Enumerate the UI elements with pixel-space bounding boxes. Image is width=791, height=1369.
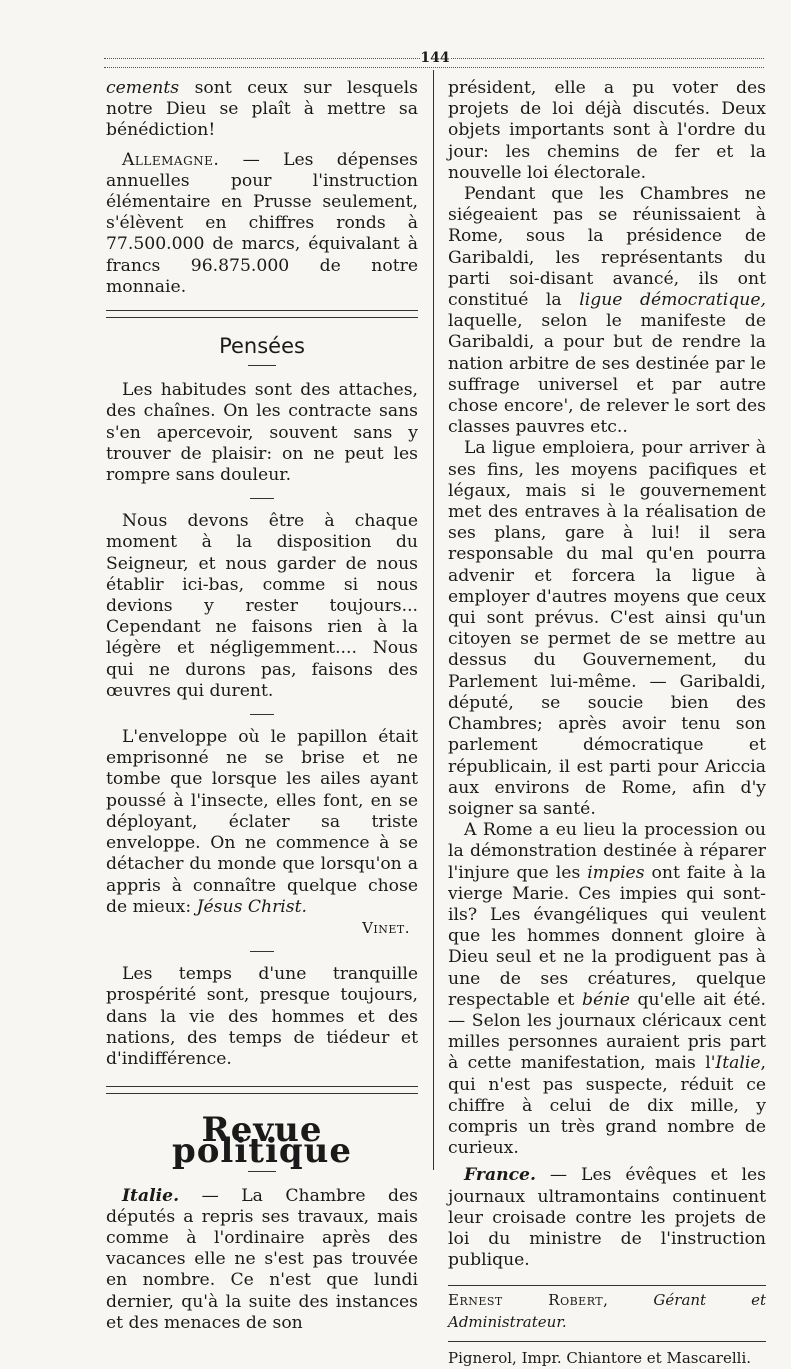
italie-text: — La Chambre des députés a repris ses travaux, mais comme à l'ordinaire après des vacances elle ne s'est pas trouvée en nombre. Ce n'est que lundi dernier, qu'à la suite des instances et des menaces de son <box>106 1185 418 1333</box>
italie-label: Italie. <box>122 1185 180 1206</box>
right-p4-d: , qui n'est pas suspecte, réduit ce chiffre à celui de dix mille, y compris un très grand nombre de curieux. <box>448 1053 766 1159</box>
column-divider <box>433 70 434 1170</box>
imprint-line: Pignerol, Impr. Chiantore et Mascarelli. <box>448 1348 752 1367</box>
gerant-role: Gérant et Administrateur. <box>448 1291 766 1331</box>
pensee-rule <box>250 951 274 952</box>
footer-rule <box>448 1341 766 1342</box>
pensee-3 <box>106 727 418 918</box>
section-separator <box>106 310 418 318</box>
france-text: — Les évêques et les journaux ultramontains continuent leur croisade contre les projets de loi du ministre de l'instruction publique. <box>448 1165 766 1271</box>
right-p2-italic: ligue démocratique, <box>579 290 766 311</box>
pensee-4: Les temps d'une tranquille prospérité sont, presque toujours, dans la vie des hommes et des nations, des temps de tiédeur et d'indifférence. <box>106 964 418 1069</box>
right-column <box>448 78 766 1369</box>
pensee-1: Les habitudes sont des attaches, des chaînes. On les contracte sans s'en apercevoir, souvent sans y trouver de plaisir: on ne peut les rompre sans douleur. <box>106 380 418 486</box>
pensee-2: Nous devons être à chaque moment à la disposition du Seigneur, et nous garder de nous établir ici-bas, comme si nous devions y rester toujours... Cependant ne faisons rien à la légère et négligemment.... Nous qui ne durons pas, faisons des œuvres qui durent. <box>106 511 418 701</box>
left-column <box>106 78 418 1334</box>
right-paragraph-1: président, elle a pu voter des projets de loi déjà discutés. Deux objets importants sont à l'ordre du jour: les chemins de fer et la nouvelle loi électorale. <box>448 78 766 183</box>
allemagne-text: — Les dépenses annuelles pour l'instruction élémentaire en Prusse seulement, s'élèvent en chiffres ronds à 77.500.000 de marcs, équivalant à francs 96.875.000 de notre monnaie. <box>106 149 418 297</box>
right-p4-italic-3: Italie <box>715 1053 761 1074</box>
right-p4-a: A Rome a eu lieu la procession ou la démonstration destinée à réparer l'injure que les <box>448 820 766 883</box>
pensees-title: Pensées <box>219 334 305 359</box>
right-paragraph-3: La ligue emploiera, pour arriver à ses fins, les moyens pacifiques et légaux, mais si le gouvernement met des entraves à la réalisation de ses plans, gare à lui! il sera responsable du mal qu'en pourra advenir et forcera la ligue à employer d'autres moyens que ceux qui sont prévus. C'est ainsi qu'un citoyen se permet de se mettre au dessus du Gouvernement, du Parlement lui-même. — Garibaldi, député, se soucie bien des Chambres; après avoir tenu son parlement démocratique et républicain, il est parti pour Ariccia aux environs de Rome, afin d'y soigner sa santé. <box>448 438 766 819</box>
pensee-rule <box>250 498 274 499</box>
gerant-name: Ernest Robert, <box>448 1291 609 1310</box>
gerant-line <box>448 1290 766 1332</box>
revue-title: Revue politique <box>171 1110 353 1172</box>
italie-paragraph <box>106 1186 418 1334</box>
pensee-3-italic: Jésus Christ. <box>196 896 307 917</box>
right-paragraph-2 <box>448 184 766 438</box>
right-p4-italic-2: bénie <box>581 989 630 1010</box>
right-p2-a: Pendant que les Chambres ne siégeaient pas se réunissaient à Rome, sous la présidence de Garibaldi, les représentants du parti soi-disant avancé, ils ont constitué la <box>448 184 766 311</box>
intro-italic: cements <box>106 78 180 98</box>
page-number: 144 <box>420 50 450 66</box>
right-paragraph-4 <box>448 820 766 1159</box>
right-p4-c: qu'elle ait été. — Selon les journaux cléricaux cent milles personnes auraient pris part à cette manifestation, mais l' <box>448 989 767 1074</box>
pensee-rule <box>250 714 274 715</box>
allemagne-label: Allemagne. <box>122 149 220 170</box>
france-paragraph <box>448 1165 766 1271</box>
title-rule <box>248 365 276 366</box>
intro-paragraph <box>106 78 418 142</box>
pensee-3-signature: Vinet. <box>362 918 410 937</box>
right-p2-b: laquelle, selon le manifeste de Garibaldi, a pour but de rendre la nation arbitre de ses destinée par le suffrage universel et par autre chose encore', de relever le sort des classes pauvres etc.. <box>448 311 766 438</box>
footer-rule <box>448 1285 766 1286</box>
right-p4-italic-1: impies <box>587 862 645 883</box>
pensee-3-text: L'enveloppe où le papillon était emprisonné ne se brise et ne tombe que lorsque les ailes ayant poussé à l'insecte, elles font, en se déployant, éclater sa triste enveloppe. On ne commence à se détacher du monde que lorsqu'on a appris à connaître quelque chose de mieux: <box>106 727 418 917</box>
intro-rest: sont ceux sur lesquels notre Dieu se plaît à mettre sa bénédiction! <box>106 78 418 141</box>
france-label: France. <box>464 1165 536 1186</box>
right-p4-b: ont faite à la vierge Marie. Ces impies qui sont-ils? Les évangéliques qui veulent que les hommes donnent gloire à Dieu seul et ne la prodiguent pas à une de ses créatures, quelque respectable et <box>448 862 766 1010</box>
section-separator <box>106 1086 418 1094</box>
allemagne-paragraph <box>106 150 418 298</box>
